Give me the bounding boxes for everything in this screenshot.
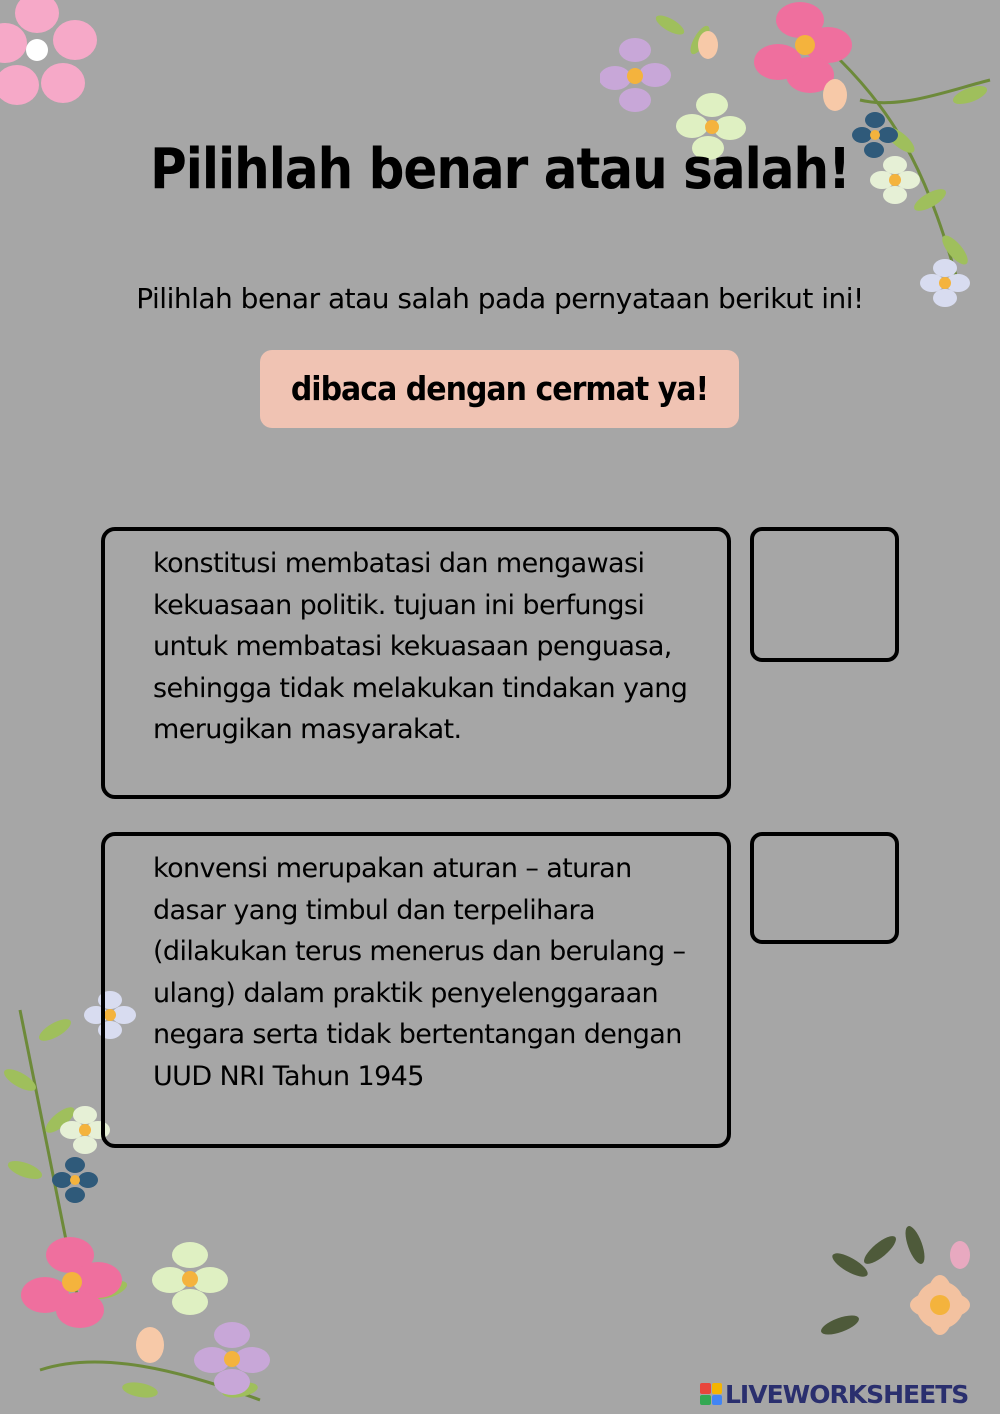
answer-box-1[interactable] bbox=[750, 527, 899, 662]
liveworksheets-brand bbox=[700, 1380, 968, 1408]
liveworksheets-logo-icon bbox=[700, 1383, 722, 1405]
note-banner bbox=[260, 350, 739, 428]
pink-flower-top-left-icon bbox=[0, 0, 105, 110]
note-text: dibaca dengan cermat ya! bbox=[290, 369, 709, 409]
page-title: Pilihlah benar atau salah! bbox=[150, 136, 850, 202]
statement-text-2: konvensi merupakan aturan – aturan dasar yang timbul dan terpelihara (dilakukan terus menerus dan berulang – ulang) dalam praktik penyelenggaraan negara serta tidak bertentangan dengan UUD NRI Tahun 1945 bbox=[153, 853, 686, 1092]
statement-card-2 bbox=[101, 832, 731, 1148]
statement-text-1: konstitusi membatasi dan mengawasi kekuasaan politik. tujuan ini berfungsi untuk membatasi kekuasaan penguasa, sehingga tidak melakukan tindakan yang merugikan masyarakat. bbox=[153, 548, 688, 745]
answer-box-2[interactable] bbox=[750, 832, 899, 944]
statement-card-1 bbox=[101, 527, 731, 799]
brand-text: LIVEWORKSHEETS bbox=[725, 1379, 969, 1409]
instruction-text: Pilihlah benar atau salah pada pernyataan berikut ini! bbox=[136, 282, 864, 315]
floral-corner-bottom-right-icon bbox=[820, 1225, 1000, 1375]
